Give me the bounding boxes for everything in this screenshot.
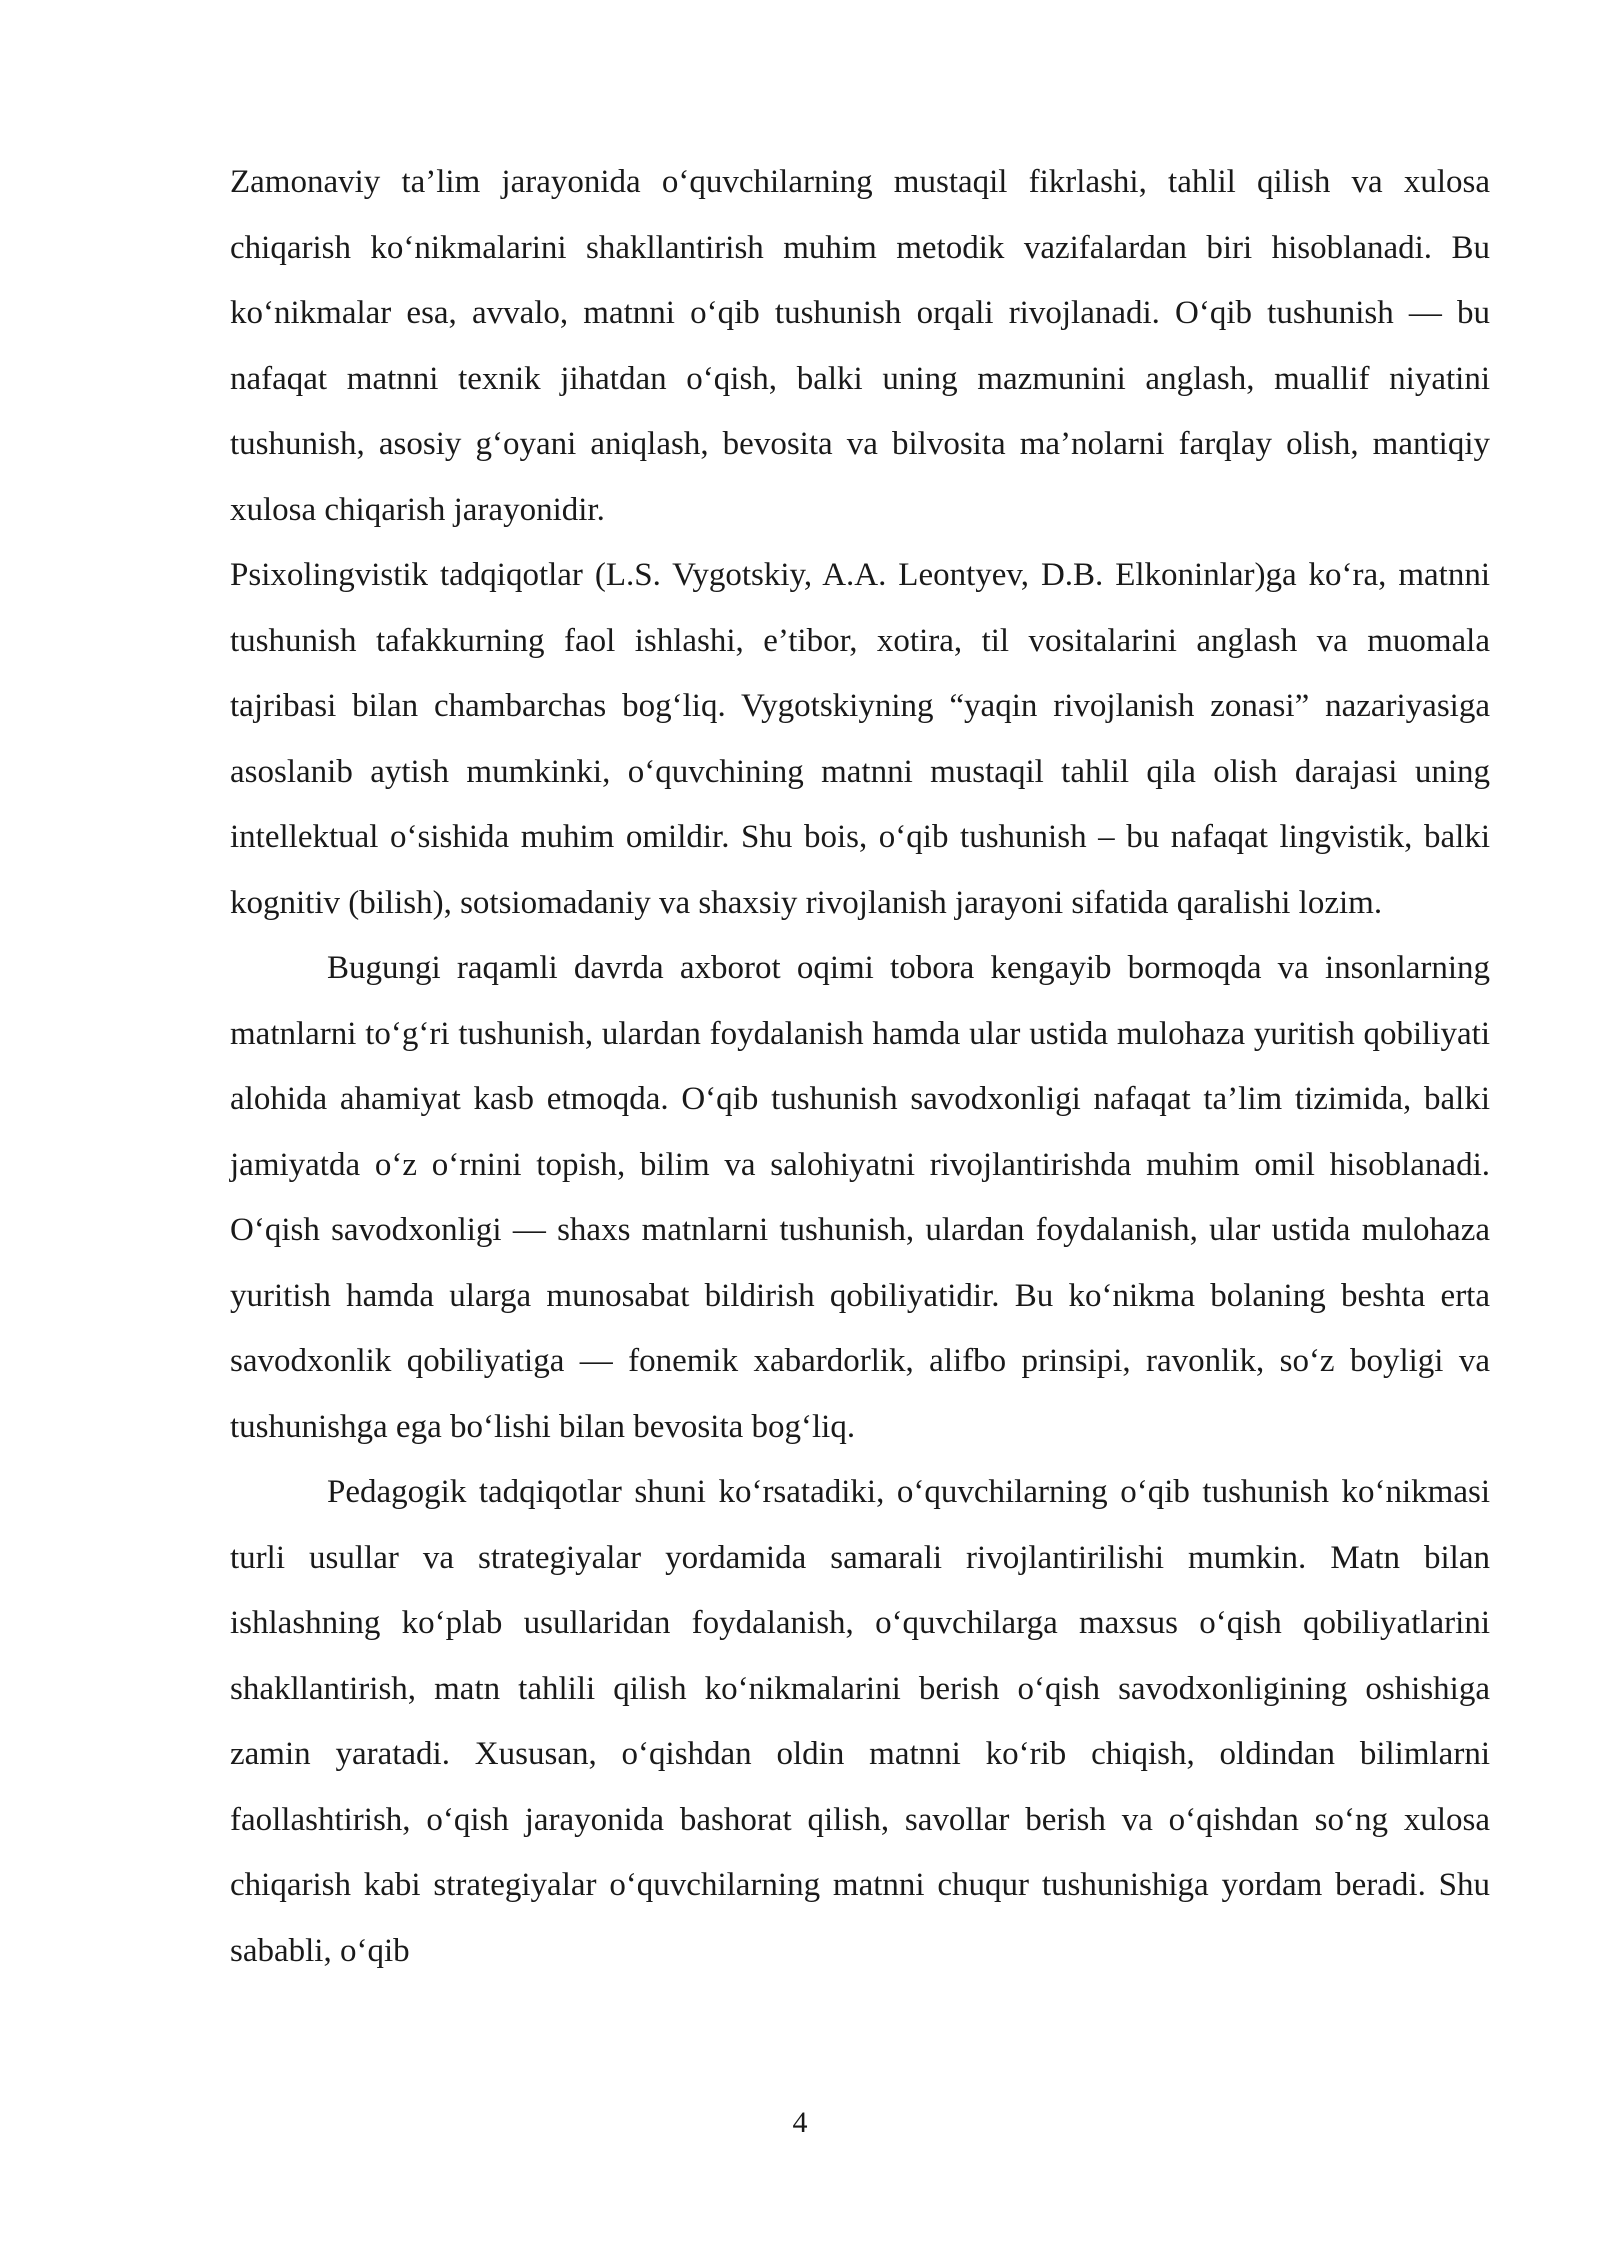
body-text <box>230 150 1490 1984</box>
paragraph-4: Pedagogik tadqiqotlar shuni ko‘rsatadiki, o‘quvchilarning o‘qib tushunish ko‘nikmasi turli usullar va strategiyalar yordamida samarali rivojlantirilishi mumkin. Matn bilan ishlashning ko‘plab usullaridan foydalanish, o‘quvchilarga maxsus o‘qish qobiliyatlarini shakllantirish, matn tahlili qilish ko‘nikmalarini berish o‘qish savodxonligining oshishiga zamin yaratadi. Xususan, o‘qishdan oldin matnni ko‘rib chiqish, oldindan bilimlarni faollashtirish, o‘qish jarayonida bashorat qilish, savollar berish va o‘qishdan so‘ng xulosa chiqarish kabi strategiyalar o‘quvchilarning matnni chuqur tushunishiga yordam beradi. Shu sababli, o‘qib <box>230 1474 1490 1969</box>
paragraph-3: Bugungi raqamli davrda axborot oqimi tobora kengayib bormoqda va insonlarning matnlarni to‘g‘ri tushunish, ulardan foydalanish hamda ular ustida mulohaza yuritish qobiliyati alohida ahamiyat kasb etmoqda. O‘qib tushunish savodxonligi nafaqat ta’lim tizimida, balki jamiyatda o‘z o‘rnini topish, bilim va salohiyatni rivojlantirishda muhim omil hisoblanadi. O‘qish savodxonligi — shaxs matnlarni tushunish, ulardan foydalanish, ular ustida mulohaza yuritish hamda ularga munosabat bildirish qobiliyatidir. Bu ko‘nikma bolaning beshta erta savodxonlik qobiliyatiga — fonemik xabardorlik, alifbo prinsipi, ravonlik, so‘z boyligi va tushunishga ega bo‘lishi bilan bevosita bog‘liq. <box>230 950 1490 1445</box>
paragraph-2: Psixolingvistik tadqiqotlar (L.S. Vygotskiy, A.A. Leontyev, D.B. Elkoninlar)ga ko‘ra, matnni tushunish tafakkurning faol ishlashi, e’tibor, xotira, til vositalarini anglash va muomala tajribasi bilan chambarchas bog‘liq. Vygotskiyning “yaqin rivojlanish zonasi” nazariyasiga asoslanib aytish mumkinki, o‘quvchining matnni mustaqil tahlil qila olish darajasi uning intellektual o‘sishida muhim omildir. Shu bois, o‘qib tushunish – bu nafaqat lingvistik, balki kognitiv (bilish), sotsiomadaniy va shaxsiy rivojlanish jarayoni sifatida qaralishi lozim. <box>230 557 1490 921</box>
page-number: 4 <box>792 2106 808 2139</box>
paragraph-1: Zamonaviy ta’lim jarayonida o‘quvchilarning mustaqil fikrlashi, tahlil qilish va xulosa chiqarish ko‘nikmalarini shakllantirish muhim metodik vazifalardan biri hisoblanadi. Bu ko‘nikmalar esa, avvalo, matnni o‘qib tushunish orqali rivojlanadi. O‘qib tushunish — bu nafaqat matnni texnik jihatdan o‘qish, balki uning mazmunini anglash, muallif niyatini tushunish, asosiy g‘oyani aniqlash, bevosita va bilvosita ma’nolarni farqlay olish, mantiqiy xulosa chiqarish jarayonidir. <box>230 164 1490 528</box>
